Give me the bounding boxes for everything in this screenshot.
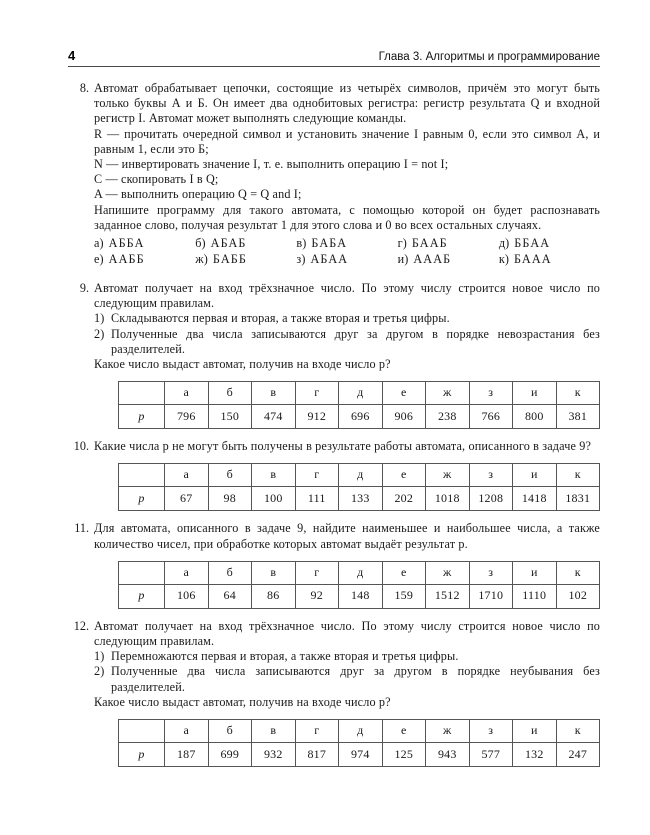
problem-12 — [68, 619, 600, 710]
option-k[interactable]: к) БААА — [498, 252, 552, 267]
table-corner-cell — [119, 464, 165, 487]
col-header: ж — [426, 720, 470, 743]
table-cell: 577 — [469, 743, 513, 767]
table-header-row — [119, 464, 600, 487]
table-cell: 699 — [208, 743, 252, 767]
problem-10-table-wrap — [118, 463, 600, 511]
table-cell: 67 — [165, 487, 209, 511]
table-cell: 125 — [382, 743, 426, 767]
col-header: к — [556, 382, 600, 405]
col-header: г — [295, 464, 339, 487]
col-header: ж — [426, 561, 470, 584]
problem-12-number: 12. — [73, 618, 89, 633]
col-header: ж — [426, 382, 470, 405]
problem-12-table — [118, 719, 600, 767]
problem-12-intro: Автомат получает на вход трёхзначное число. По этому числу строится новое число по следующим правилам. — [94, 618, 600, 649]
table-cell: 800 — [513, 405, 557, 429]
problem-11-table — [118, 561, 600, 609]
table-cell: 1512 — [426, 584, 470, 608]
table-cell: 1208 — [469, 487, 513, 511]
table-cell: 906 — [382, 405, 426, 429]
table-cell: 1110 — [513, 584, 557, 608]
rule-text: Перемножаются первая и вторая, а также вторая и третья цифры. — [111, 649, 459, 664]
table-cell: 132 — [513, 743, 557, 767]
col-header: к — [556, 464, 600, 487]
problem-8-command-r: R — прочитать очередной символ и установить значение I равным 0, если это символ А, и равным 1, если это Б; — [94, 126, 600, 156]
col-header: г — [295, 720, 339, 743]
rule-text: Складываются первая и вторая, а также вторая и третья цифры. — [111, 311, 450, 326]
col-header: а — [165, 720, 209, 743]
problem-9-table-wrap — [118, 381, 600, 429]
table-cell: 102 — [556, 584, 600, 608]
table-corner-cell — [119, 382, 165, 405]
rule-marker: 2) — [94, 326, 105, 341]
rule-marker: 2) — [94, 664, 105, 679]
problem-9-intro: Автомат получает на вход трёхзначное число. По этому числу строится новое число по следующим правилам. — [94, 281, 600, 311]
table-cell: 1418 — [513, 487, 557, 511]
table-row — [119, 487, 600, 511]
col-header: е — [382, 720, 426, 743]
problem-9-number: 9. — [79, 281, 89, 296]
problem-10-intro: Какие числа p не могут быть получены в результате работы автомата, описанного в задаче 9? — [94, 439, 592, 454]
table-cell: 796 — [165, 405, 209, 429]
chapter-title: Глава 3. Алгоритмы и программирование — [378, 51, 600, 63]
table-cell: 187 — [165, 743, 209, 767]
col-header: б — [208, 720, 252, 743]
rule-text: Полученные два числа записываются друг за другом в порядке невозрастания без разделителей. — [111, 326, 600, 356]
col-header: а — [165, 382, 209, 405]
col-header: в — [252, 464, 296, 487]
col-header: е — [382, 382, 426, 405]
problem-10-table — [118, 463, 600, 511]
problem-9 — [68, 281, 600, 372]
col-header: а — [165, 561, 209, 584]
col-header: б — [208, 464, 252, 487]
problem-12-rule-2 — [94, 664, 600, 694]
problem-10 — [68, 439, 600, 454]
col-header: е — [382, 561, 426, 584]
table-cell: 912 — [295, 405, 339, 429]
option-i[interactable]: и) АААБ — [397, 252, 452, 267]
col-header: в — [252, 382, 296, 405]
table-cell: 696 — [339, 405, 383, 429]
col-header: г — [295, 382, 339, 405]
table-cell: 64 — [208, 584, 252, 608]
col-header: д — [339, 720, 383, 743]
rule-marker: 1) — [94, 649, 105, 664]
problem-8-command-a: A — выполнить операцию Q = Q and I; — [94, 187, 302, 202]
problem-9-rule-1 — [94, 311, 600, 326]
problem-11 — [68, 521, 600, 551]
col-header: б — [208, 382, 252, 405]
col-header: в — [252, 561, 296, 584]
table-cell: 202 — [382, 487, 426, 511]
option-d[interactable]: д) ББАА — [498, 236, 551, 251]
table-cell: 932 — [252, 743, 296, 767]
table-row — [119, 743, 600, 767]
col-header: и — [513, 720, 557, 743]
table-corner-cell — [119, 720, 165, 743]
problem-9-rule-2 — [94, 327, 600, 357]
col-header: е — [382, 464, 426, 487]
table-corner-cell — [119, 561, 165, 584]
col-header: и — [513, 464, 557, 487]
row-label: p — [119, 584, 165, 608]
col-header: и — [513, 561, 557, 584]
page-number: 4 — [68, 48, 76, 63]
col-header: ж — [426, 464, 470, 487]
col-header: д — [339, 464, 383, 487]
col-header: в — [252, 720, 296, 743]
col-header: з — [469, 720, 513, 743]
col-header: и — [513, 382, 557, 405]
problem-12-table-wrap — [118, 719, 600, 767]
table-row — [119, 405, 600, 429]
row-label: p — [119, 405, 165, 429]
option-z[interactable]: з) АБАА — [296, 252, 349, 267]
table-header-row — [119, 720, 600, 743]
problem-8-number: 8. — [79, 81, 89, 95]
problem-9-table — [118, 381, 600, 429]
row-label: p — [119, 487, 165, 511]
table-cell: 150 — [208, 405, 252, 429]
col-header: з — [469, 382, 513, 405]
table-cell: 974 — [339, 743, 383, 767]
option-b[interactable]: б) АБАБ — [195, 236, 247, 251]
table-cell: 817 — [295, 743, 339, 767]
header-rule — [68, 66, 600, 67]
option-a[interactable]: а) АББА — [94, 236, 145, 251]
table-cell: 238 — [426, 405, 470, 429]
problem-8 — [68, 81, 600, 267]
col-header: з — [469, 464, 513, 487]
col-header: к — [556, 561, 600, 584]
table-cell: 474 — [252, 405, 296, 429]
table-cell: 92 — [295, 584, 339, 608]
table-cell: 133 — [339, 487, 383, 511]
table-cell: 381 — [556, 405, 600, 429]
col-header: к — [556, 720, 600, 743]
table-cell: 159 — [382, 584, 426, 608]
table-cell: 1710 — [469, 584, 513, 608]
table-cell: 98 — [208, 487, 252, 511]
option-v[interactable]: в) БАБА — [296, 236, 348, 251]
problem-11-intro: Для автомата, описанного в задаче 9, найдите наименьшее и наибольшее числа, а также количество чисел, при обработке которых автомат выдаёт результат p. — [94, 521, 600, 551]
col-header: з — [469, 561, 513, 584]
option-row — [94, 235, 600, 251]
table-cell: 148 — [339, 584, 383, 608]
option-zh[interactable]: ж) БАББ — [195, 252, 247, 267]
problem-11-number: 11. — [74, 521, 89, 536]
option-row — [94, 251, 600, 267]
problem-8-command-c: C — скопировать I в Q; — [94, 172, 219, 187]
col-header: б — [208, 561, 252, 584]
table-header-row — [119, 561, 600, 584]
table-header-row — [119, 382, 600, 405]
problem-8-command-n: N — инвертировать значение I, т. е. выполнить операцию I = not I; — [94, 157, 449, 172]
problem-8-closing: Напишите программу для такого автомата, с помощью которой он будет распознавать заданное слово, получая результат 1 для этого слова и 0 во всех остальных случаях. — [94, 202, 600, 232]
running-head — [68, 48, 600, 65]
problem-8-options — [94, 235, 600, 267]
option-e[interactable]: е) ААББ — [94, 252, 145, 267]
table-cell: 943 — [426, 743, 470, 767]
rule-marker: 1) — [94, 311, 105, 326]
table-cell: 1018 — [426, 487, 470, 511]
problem-11-table-wrap — [118, 561, 600, 609]
table-cell: 111 — [295, 487, 339, 511]
problem-9-question: Какое число выдаст автомат, получив на входе число p? — [94, 357, 391, 372]
problem-8-body: Автомат обрабатывает цепочки, состоящие из четырёх символов, причём это могут быть только буквы А и Б. Он имеет два однобитовых регистра: регистр результата Q и входной регистр I. Автомат может выполнять следующие команды. — [94, 81, 600, 126]
table-cell: 100 — [252, 487, 296, 511]
table-cell: 766 — [469, 405, 513, 429]
problem-12-question: Какое число выдаст автомат, получив на входе число p? — [94, 694, 391, 709]
problem-10-number: 10. — [73, 439, 89, 454]
rule-text: Полученные два числа записываются друг за другом в порядке неубывания без разделителей. — [111, 664, 600, 694]
row-label: p — [119, 743, 165, 767]
col-header: д — [339, 382, 383, 405]
col-header: а — [165, 464, 209, 487]
table-row — [119, 584, 600, 608]
option-g[interactable]: г) БААБ — [397, 236, 448, 251]
page-content — [68, 48, 600, 777]
table-cell: 247 — [556, 743, 600, 767]
col-header: г — [295, 561, 339, 584]
table-cell: 86 — [252, 584, 296, 608]
col-header: д — [339, 561, 383, 584]
table-cell: 106 — [165, 584, 209, 608]
table-cell: 1831 — [556, 487, 600, 511]
problem-12-rule-1 — [94, 649, 600, 664]
